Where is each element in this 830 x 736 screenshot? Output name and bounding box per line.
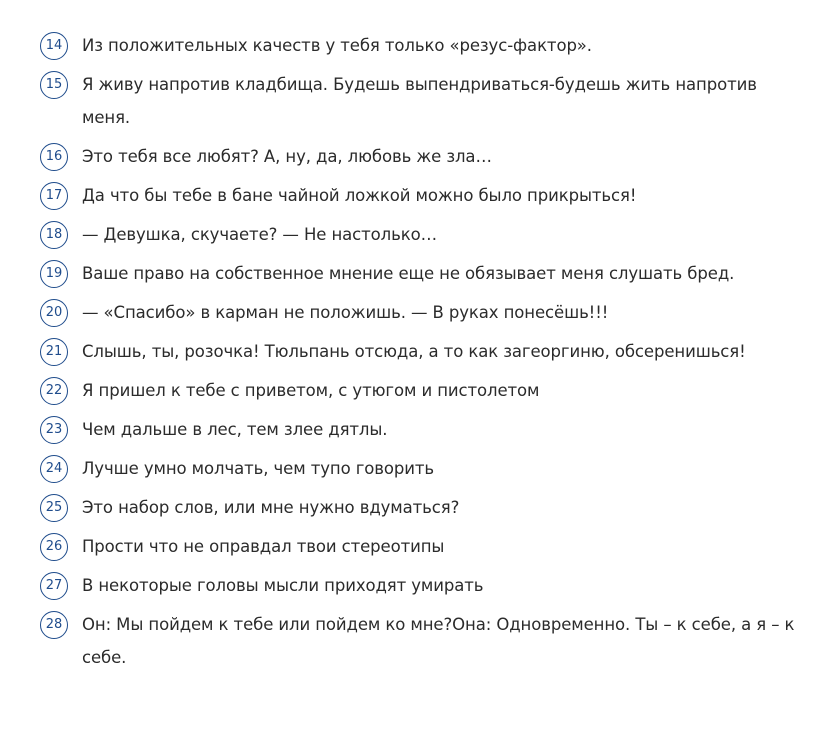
item-number-badge: 26 (40, 533, 68, 561)
list-item (40, 32, 800, 62)
item-number-badge: 28 (40, 611, 68, 639)
item-text: В некоторые головы мысли приходят умирать (82, 576, 484, 595)
list-item (40, 572, 800, 602)
item-text: Прости что не оправдал твои стереотипы (82, 537, 445, 556)
item-number-badge: 21 (40, 338, 68, 366)
list-item (40, 260, 800, 290)
list-item (40, 71, 800, 134)
item-number-badge: 19 (40, 260, 68, 288)
list-item (40, 533, 800, 563)
list-item (40, 338, 800, 368)
item-number-badge: 17 (40, 182, 68, 210)
list-item (40, 143, 800, 173)
item-number-badge: 20 (40, 299, 68, 327)
item-text: Я пришел к тебе с приветом, с утюгом и пистолетом (82, 381, 540, 400)
list-item (40, 377, 800, 407)
item-text: Ваше право на собственное мнение еще не обязывает меня слушать бред. (82, 264, 735, 283)
item-number-badge: 16 (40, 143, 68, 171)
item-text: — «Спасибо» в карман не положишь. — В руках понесёшь!!! (82, 303, 609, 322)
list-item (40, 182, 800, 212)
item-text: Из положительных качеств у тебя только «резус-фактор». (82, 36, 592, 55)
item-text: Да что бы тебе в бане чайной ложкой можно было прикрыться! (82, 186, 637, 205)
item-number-badge: 27 (40, 572, 68, 600)
list-item (40, 416, 800, 446)
item-number-badge: 24 (40, 455, 68, 483)
list-item (40, 494, 800, 524)
item-number-badge: 14 (40, 32, 68, 60)
item-text: Слышь, ты, розочка! Тюльпань отсюда, а то как загеоргиню, обсеренишься! (82, 342, 746, 361)
list-item (40, 611, 800, 674)
item-text: — Девушка, скучаете? — Не настолько… (82, 225, 437, 244)
list-item (40, 299, 800, 329)
item-number-badge: 23 (40, 416, 68, 444)
quotes-list (40, 32, 800, 683)
list-item (40, 221, 800, 251)
item-text: Чем дальше в лес, тем злее дятлы. (82, 420, 388, 439)
item-text: Лучше умно молчать, чем тупо говорить (82, 459, 435, 478)
item-number-badge: 18 (40, 221, 68, 249)
item-number-badge: 22 (40, 377, 68, 405)
item-text: Он: Мы пойдем к тебе или пойдем ко мне?Она: Одновременно. Ты – к себе, а я – к себе. (82, 615, 795, 667)
item-text: Это набор слов, или мне нужно вдуматься? (82, 498, 460, 517)
list-item (40, 455, 800, 485)
item-text: Я живу напротив кладбища. Будешь выпендриваться-будешь жить напротив меня. (82, 75, 757, 127)
item-number-badge: 25 (40, 494, 68, 522)
item-text: Это тебя все любят? А, ну, да, любовь же зла… (82, 147, 492, 166)
item-number-badge: 15 (40, 71, 68, 99)
